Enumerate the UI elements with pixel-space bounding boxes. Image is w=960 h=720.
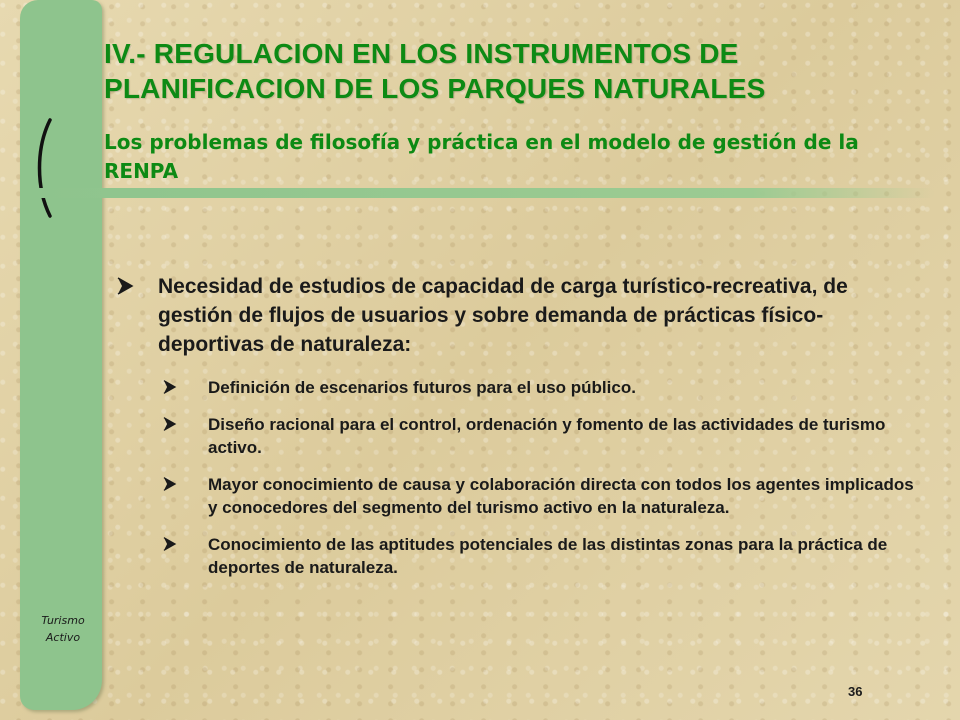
side-caption-line: Activo [45,631,81,644]
sub-bullet-text: Diseño racional para el control, ordenación y fomento de las actividades de turismo activo. [208,415,886,457]
sub-bullet-list [162,376,922,593]
side-caption-line: Turismo [41,614,85,627]
sub-bullet-text: Mayor conocimiento de causa y colaboración directa con todos los agentes implicados y conocedores del segmento del turismo activo en la naturaleza. [208,475,914,517]
page-number: 36 [848,684,863,699]
slide-subtitle: Los problemas de filosofía y práctica en el modelo de gestión de la RENPA [104,130,859,183]
sub-bullet-item [162,473,922,519]
bracket-icon [30,118,54,218]
title-underline [26,188,934,198]
main-bullet-text: Necesidad de estudios de capacidad de carga turístico-recreativa, de gestión de flujos de usuarios y sobre demanda de prácticas físico-deportivas de naturaleza: [158,275,848,356]
sub-bullet-item [162,413,922,459]
arrowhead-bullet-icon [162,473,208,519]
slide-title: IV.- REGULACION EN LOS INSTRUMENTOS DE PLANIFICACION DE LOS PARQUES NATURALES [104,38,766,104]
side-decorative-bar [20,0,102,710]
sub-bullet-text: Definición de escenarios futuros para el uso público. [208,378,636,397]
side-caption [24,612,102,646]
arrowhead-bullet-icon [162,376,208,399]
arrowhead-bullet-icon [116,272,158,359]
arrowhead-bullet-icon [162,533,208,579]
sub-bullet-item [162,533,922,579]
sub-bullet-item [162,376,922,399]
arrowhead-bullet-icon [162,413,208,459]
main-bullet [116,272,896,359]
sub-bullet-text: Conocimiento de las aptitudes potenciales de las distintas zonas para la práctica de deportes de naturaleza. [208,535,888,577]
